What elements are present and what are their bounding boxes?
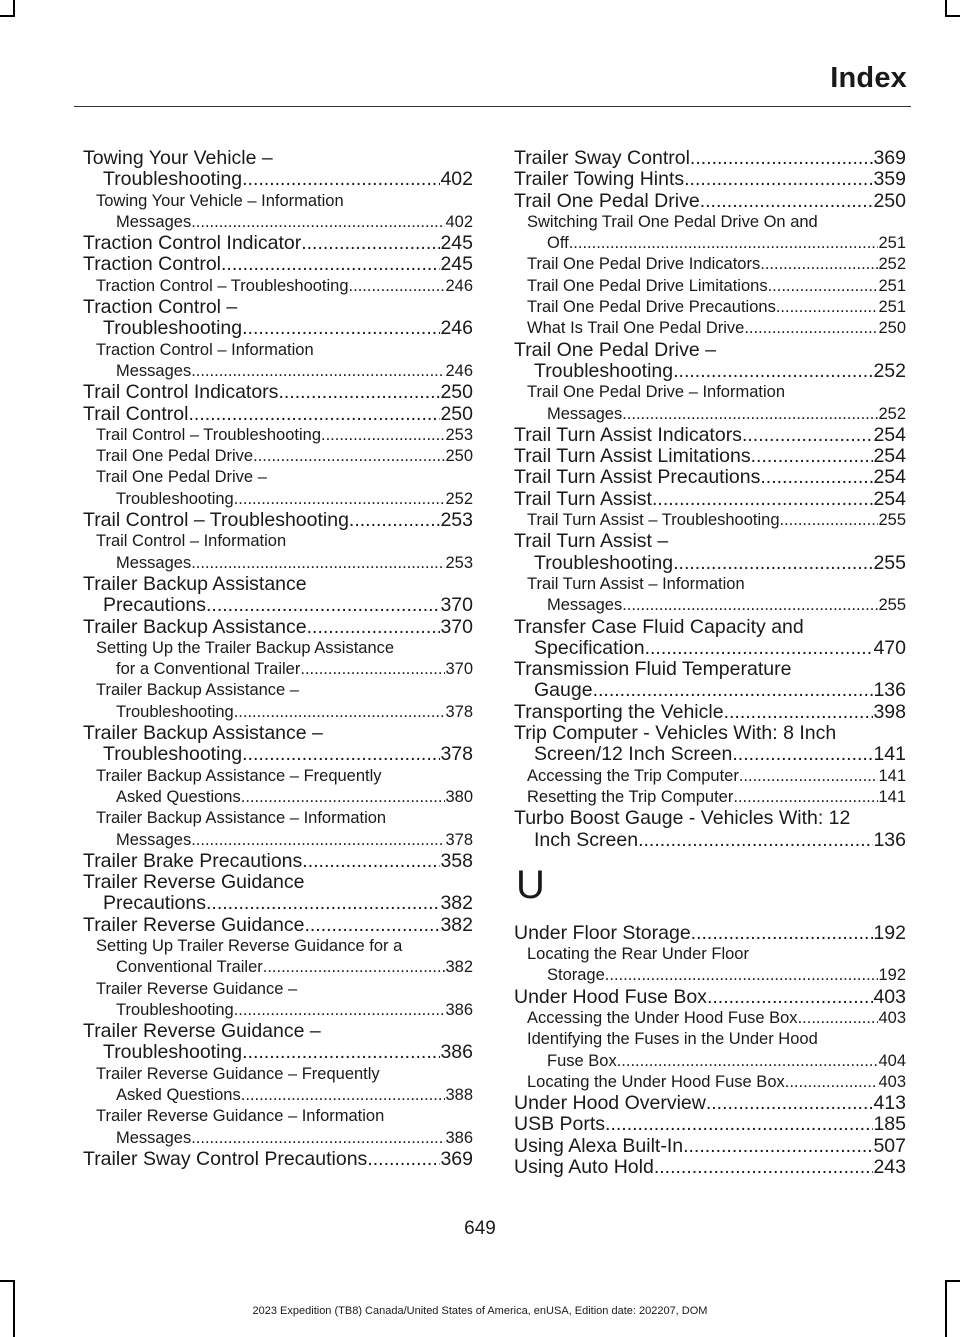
index-page-ref: 386 [445,1000,473,1019]
index-entry-text: Trailer Backup Assistance – [96,681,299,700]
index-entry[interactable] [83,233,473,254]
leader-dots [302,851,440,872]
index-page-ref: 370 [445,660,473,679]
index-page-ref: 252 [873,359,906,382]
leader-dots [622,404,878,425]
index-entry-text: Trail Control – Information [96,532,287,551]
index-entry-text: Inch Screen [534,828,639,851]
leader-dots [242,169,440,190]
leader-dots [654,1157,874,1178]
index-page-ref: 245 [440,232,473,255]
index-entry[interactable] [83,404,473,425]
leader-dots [191,553,445,574]
index-entry-text: Trail One Pedal Drive Precautions [527,298,776,317]
index-entry-text: Troubleshooting [534,359,674,382]
index-page-ref: 254 [873,487,906,510]
index-entry[interactable] [83,915,473,936]
index-entry[interactable] [514,1136,906,1157]
index-entry[interactable] [514,1157,906,1178]
index-subentry[interactable] [514,787,906,808]
index-page-ref: 369 [873,147,906,169]
index-entry-text: Trail Turn Assist – Information [527,574,745,593]
leader-dots [321,425,445,446]
leader-dots [191,830,445,851]
leader-dots [798,1008,879,1029]
leader-dots [690,148,874,169]
index-page-ref: 246 [445,276,473,295]
index-entry-text: Setting Up the Trailer Backup Assistance [96,638,395,657]
index-subentry[interactable] [514,212,906,255]
index-entry-text: Troubleshooting [103,317,243,340]
index-entry-text: USB Ports [514,1113,606,1136]
index-subentry[interactable] [83,276,473,297]
index-subentry[interactable] [514,574,906,617]
index-page-ref: 253 [445,553,473,572]
leader-dots [645,638,874,659]
index-entry[interactable] [83,297,473,340]
index-entry-text: Troubleshooting [103,1041,243,1064]
leader-dots [349,276,446,297]
index-page-ref: 378 [440,743,473,766]
index-subentry[interactable] [514,276,906,297]
index-entry-text: Messages [547,404,623,423]
leader-dots [569,233,879,254]
leader-dots [242,318,440,339]
index-page-ref: 255 [878,511,906,530]
index-page-ref: 250 [440,381,473,404]
index-entry-text: Transporting the Vehicle [514,700,724,723]
index-entry-text: Messages [116,212,192,231]
leader-dots [760,254,878,275]
index-page-ref: 470 [873,636,906,659]
leader-dots [652,489,873,510]
index-entry-text: Off [547,234,569,253]
index-entry-text: Traction Control [83,253,221,276]
leader-dots [768,276,879,297]
index-entry-text: Under Hood Fuse Box [514,985,707,1008]
index-entry-text: Trailer Reverse Guidance – [83,1020,321,1043]
index-column-left [83,148,473,1170]
leader-dots [307,617,441,638]
index-subentry[interactable] [83,191,473,234]
leader-dots [593,680,874,701]
leader-dots [241,1085,446,1106]
leader-dots [188,404,440,425]
leader-dots [776,297,879,318]
index-entry-text: Trail Turn Assist – Troubleshooting [527,511,780,530]
index-page-ref: 380 [445,787,473,806]
index-entry[interactable] [83,872,473,915]
leader-dots [191,212,445,233]
index-page-ref: 403 [878,1072,906,1091]
index-entry-text: Traction Control – Information [96,340,314,359]
index-subentry[interactable] [83,766,473,809]
index-page-ref: 402 [445,212,473,231]
leader-dots [234,1000,446,1021]
crop-mark-bottom-left-h [0,1280,15,1282]
index-entry-text: Trailer Reverse Guidance – Information [96,1107,385,1126]
index-entry-text: Troubleshooting [103,168,243,191]
index-entry-text: What Is Trail One Pedal Drive [527,319,745,338]
index-page-ref: 404 [878,1051,906,1070]
page-number: 649 [464,1218,496,1239]
index-page-ref: 359 [873,168,906,191]
index-entry-text: Troubleshooting [116,1000,234,1019]
index-entry-text: Trailer Towing Hints [514,168,685,191]
leader-dots [234,489,446,510]
index-entry-text: Messages [116,361,192,380]
index-subentry[interactable] [83,340,473,383]
index-entry[interactable] [83,1021,473,1064]
index-entry-text: Turbo Boost Gauge - Vehicles With: 12 [514,807,851,830]
leader-dots [691,923,874,944]
index-page-ref: 255 [873,551,906,574]
index-entry-text: Trailer Sway Control Precautions [83,1147,368,1170]
index-subentry[interactable] [514,382,906,425]
leader-dots [301,233,440,254]
index-entry[interactable] [514,169,906,190]
index-entry-text: Trailer Backup Assistance – [83,722,323,745]
index-entry-text: Conventional Trailer [116,958,263,977]
index-entry-text: Storage [547,966,605,985]
index-page-ref: 403 [873,985,906,1008]
index-entry-text: Accessing the Under Hood Fuse Box [527,1008,798,1027]
index-subentry[interactable] [514,254,906,275]
index-entry[interactable] [514,489,906,510]
leader-dots [300,659,445,680]
index-entry-text: Specification [534,636,645,659]
leader-dots [221,254,440,275]
index-subentry[interactable] [514,944,906,987]
index-entry-text: for a Conventional Trailer [116,660,301,679]
index-page-ref: 136 [873,828,906,851]
leader-dots [706,1093,874,1114]
index-entry-text: Asked Questions [116,787,241,806]
leader-dots [605,965,879,986]
index-entry-text: Trail Control [83,402,189,425]
index-entry[interactable] [514,659,906,702]
index-subentry[interactable] [83,467,473,510]
index-page-ref: 251 [878,234,906,253]
index-page-ref: 358 [440,849,473,872]
leader-dots [242,744,440,765]
index-subentry[interactable] [83,936,473,979]
index-entry-text: Asked Questions [116,1086,241,1105]
index-entry[interactable] [514,425,906,446]
index-subentry[interactable] [514,1072,906,1093]
index-page-ref: 254 [873,423,906,446]
index-page-ref: 403 [878,1008,906,1027]
leader-dots [253,446,445,467]
index-entry[interactable] [514,148,906,169]
index-subentry[interactable] [83,1064,473,1107]
index-entry-text: Trail Control – Troubleshooting [96,425,322,444]
index-entry-text: Trailer Reverse Guidance – Frequently [96,1064,380,1083]
index-page-ref: 398 [873,700,906,723]
index-entry-text: Gauge [534,679,593,702]
leader-dots [732,744,873,765]
index-entry-text: Trip Computer - Vehicles With: 8 Inch [514,722,837,745]
index-page-ref: 382 [440,892,473,915]
index-entry-text: Troubleshooting [103,743,243,766]
index-entry-text: Trail Turn Assist – [514,530,669,553]
crop-mark-top-left-h [0,15,15,17]
index-subentry[interactable] [514,1029,906,1072]
index-subentry[interactable] [83,531,473,574]
index-entry-text: Transmission Fluid Temperature [514,658,792,681]
leader-dots [234,702,446,723]
index-page-ref: 382 [445,958,473,977]
index-entry[interactable] [83,510,473,531]
index-subentry[interactable] [514,510,906,531]
index-entry[interactable] [83,574,473,617]
index-entry-text: Locating the Rear Under Floor [527,945,749,964]
index-entry-text: Trailer Reverse Guidance [83,871,305,894]
index-page-ref: 370 [440,615,473,638]
index-page-ref: 369 [440,1147,473,1170]
header-divider [74,106,911,107]
index-entry-text: Accessing the Trip Computer [527,766,739,785]
index-entry[interactable] [514,923,906,944]
index-entry-text: Trail One Pedal Drive [96,447,254,466]
index-entry-text: Resetting the Trip Computer [527,787,734,806]
leader-dots [673,361,873,382]
index-entry-text: Trailer Backup Assistance [83,572,307,595]
leader-dots [780,510,879,531]
crop-mark-top-right-h [945,15,960,17]
index-page-ref: 378 [445,830,473,849]
index-page-ref: 413 [873,1092,906,1115]
index-entry[interactable] [83,851,473,872]
index-entry[interactable] [83,254,473,275]
index-entry-text: Trail Turn Assist Precautions [514,466,761,489]
index-entry[interactable] [514,446,906,467]
leader-dots [739,766,879,787]
leader-dots [349,510,441,531]
index-entry-text: Trailer Backup Assistance – Frequently [96,766,382,785]
index-page-ref: 192 [873,921,906,944]
index-subentry[interactable] [514,297,906,318]
index-entry[interactable] [514,987,906,1008]
index-entry-text: Switching Trail One Pedal Drive On and [527,212,818,231]
index-entry-text: Trailer Sway Control [514,147,690,169]
index-subentry[interactable] [514,1008,906,1029]
index-entry-text: Locating the Under Hood Fuse Box [527,1072,785,1091]
index-page-ref: 185 [873,1113,906,1136]
leader-dots [742,425,874,446]
index-section-letter: U [516,862,545,907]
index-entry[interactable] [83,1149,473,1170]
leader-dots [263,957,446,978]
index-page-ref: 141 [878,766,906,785]
index-entry-text: Under Hood Overview [514,1092,706,1115]
index-page-ref: 250 [878,319,906,338]
index-entry[interactable] [514,340,906,383]
index-entry-text: Messages [116,1128,192,1147]
index-page-ref: 378 [445,702,473,721]
leader-dots [605,1114,873,1135]
index-page-ref: 251 [878,298,906,317]
index-page-ref: 136 [873,679,906,702]
index-entry-text: Trail Turn Assist [514,487,652,510]
leader-dots [785,1072,879,1093]
index-entry-text: Using Auto Hold [514,1156,654,1179]
index-entry[interactable] [514,467,906,488]
index-entry-text: Trail One Pedal Drive Limitations [527,276,768,295]
index-entry-text: Messages [547,596,623,615]
leader-dots [617,1051,879,1072]
index-entry-text: Setting Up Trailer Reverse Guidance for a [96,936,403,955]
leader-dots [622,595,878,616]
index-page-ref: 386 [445,1128,473,1147]
index-page-ref: 370 [440,594,473,617]
footer-edition-info: 2023 Expedition (TB8) Canada/United States of America, enUSA, Edition date: 202207, DOM [252,1305,708,1317]
index-subentry[interactable] [514,766,906,787]
index-page-ref: 254 [873,466,906,489]
leader-dots [206,893,440,914]
index-page-ref: 192 [878,966,906,985]
index-subentry[interactable] [83,979,473,1022]
index-page-ref: 141 [878,787,906,806]
index-page-ref: 507 [873,1134,906,1157]
leader-dots [751,446,874,467]
leader-dots [683,1136,873,1157]
index-entry-text: Trail One Pedal Drive – [514,338,716,361]
index-entry-text: Messages [116,830,192,849]
index-entry-text: Trailer Backup Assistance [83,615,307,638]
leader-dots [191,1128,445,1149]
index-page-ref: 252 [445,489,473,508]
index-page-ref: 388 [445,1086,473,1105]
index-entry-text: Traction Control – [83,296,238,319]
index-subentry[interactable] [83,1106,473,1149]
index-entry-text: Troubleshooting [534,551,674,574]
index-entry[interactable] [514,191,906,212]
index-entry-text: Troubleshooting [116,489,234,508]
index-page-ref: 250 [445,447,473,466]
index-entry[interactable] [514,702,906,723]
index-page-ref: 245 [440,253,473,276]
index-page-ref: 250 [440,402,473,425]
index-page-ref: 246 [440,317,473,340]
index-entry[interactable] [83,617,473,638]
leader-dots [241,787,446,808]
index-entry-text: Under Floor Storage [514,921,691,944]
index-page-ref: 253 [440,509,473,532]
index-entry-text: Trailer Brake Precautions [83,849,303,872]
index-entry[interactable] [83,723,473,766]
index-page-ref: 386 [440,1041,473,1064]
index-entry-text: Trail Control Indicators [83,381,279,404]
page-title: Index [830,62,907,94]
leader-dots [206,595,440,616]
leader-dots [278,382,440,403]
index-page-ref: 254 [873,445,906,468]
leader-dots [191,361,445,382]
index-column-right [514,148,906,1178]
index-page-ref: 250 [873,189,906,212]
index-entry-text: Trail One Pedal Drive – Information [527,383,785,402]
index-entry-text: Transfer Case Fluid Capacity and [514,615,804,638]
index-page-ref: 252 [878,404,906,423]
index-entry[interactable] [514,808,906,851]
index-entry-text: Trail Turn Assist Indicators [514,423,742,446]
crop-mark-bottom-right-h [945,1280,960,1282]
index-entry[interactable] [514,1093,906,1114]
index-page-ref: 252 [878,255,906,274]
index-page-ref: 141 [873,743,906,766]
index-page-ref: 253 [445,425,473,444]
index-subentry[interactable] [514,318,906,339]
index-entry-text: Trail One Pedal Drive [514,189,700,212]
leader-dots [242,1042,440,1063]
index-entry-text: Trail Turn Assist Limitations [514,445,751,468]
index-entry-text: Trailer Backup Assistance – Information [96,809,387,828]
index-entry-text: Trail Control – Troubleshooting [83,509,349,532]
index-page-ref: 402 [440,168,473,191]
index-entry-text: Towing Your Vehicle – [83,147,273,169]
leader-dots [700,191,874,212]
leader-dots [638,830,873,851]
leader-dots [304,915,440,936]
index-entry[interactable] [514,723,906,766]
index-entry-text: Identifying the Fuses in the Under Hood [527,1030,818,1049]
leader-dots [707,987,874,1008]
index-subentry[interactable] [83,680,473,723]
index-subentry[interactable] [83,446,473,467]
leader-dots [733,787,878,808]
index-entry[interactable] [514,1114,906,1135]
index-entry-text: Precautions [103,594,206,617]
index-entry-text: Traction Control – Troubleshooting [96,276,349,295]
index-page-ref: 251 [878,276,906,295]
index-page-ref: 382 [440,913,473,936]
index-subentry[interactable] [83,808,473,851]
leader-dots [760,467,873,488]
index-entry-text: Trailer Reverse Guidance [83,913,305,936]
index-subentry[interactable] [83,425,473,446]
index-page-ref: 246 [445,361,473,380]
index-entry-text: Fuse Box [547,1051,617,1070]
index-entry-text: Traction Control Indicator [83,232,302,255]
index-page-ref: 255 [878,596,906,615]
index-entry-text: Using Alexa Built-In [514,1134,684,1157]
index-entry-text: Towing Your Vehicle – Information [96,191,344,210]
index-subentry[interactable] [83,638,473,681]
index-entry-text: Trailer Reverse Guidance – [96,979,298,998]
index-entry-text: Trail One Pedal Drive Indicators [527,255,761,274]
leader-dots [367,1149,440,1170]
index-entry-text: Screen/12 Inch Screen [534,743,733,766]
leader-dots [744,318,878,339]
leader-dots [673,553,873,574]
index-entry-text: Troubleshooting [116,702,234,721]
index-entry-text: Precautions [103,892,206,915]
index-entry[interactable] [83,382,473,403]
leader-dots [684,169,873,190]
index-entry[interactable] [514,531,906,574]
index-entry[interactable] [83,148,473,191]
index-page-ref: 243 [873,1156,906,1179]
index-entry-text: Messages [116,553,192,572]
index-entry[interactable] [514,617,906,660]
leader-dots [724,702,874,723]
index-entry-text: Trail One Pedal Drive – [96,468,267,487]
